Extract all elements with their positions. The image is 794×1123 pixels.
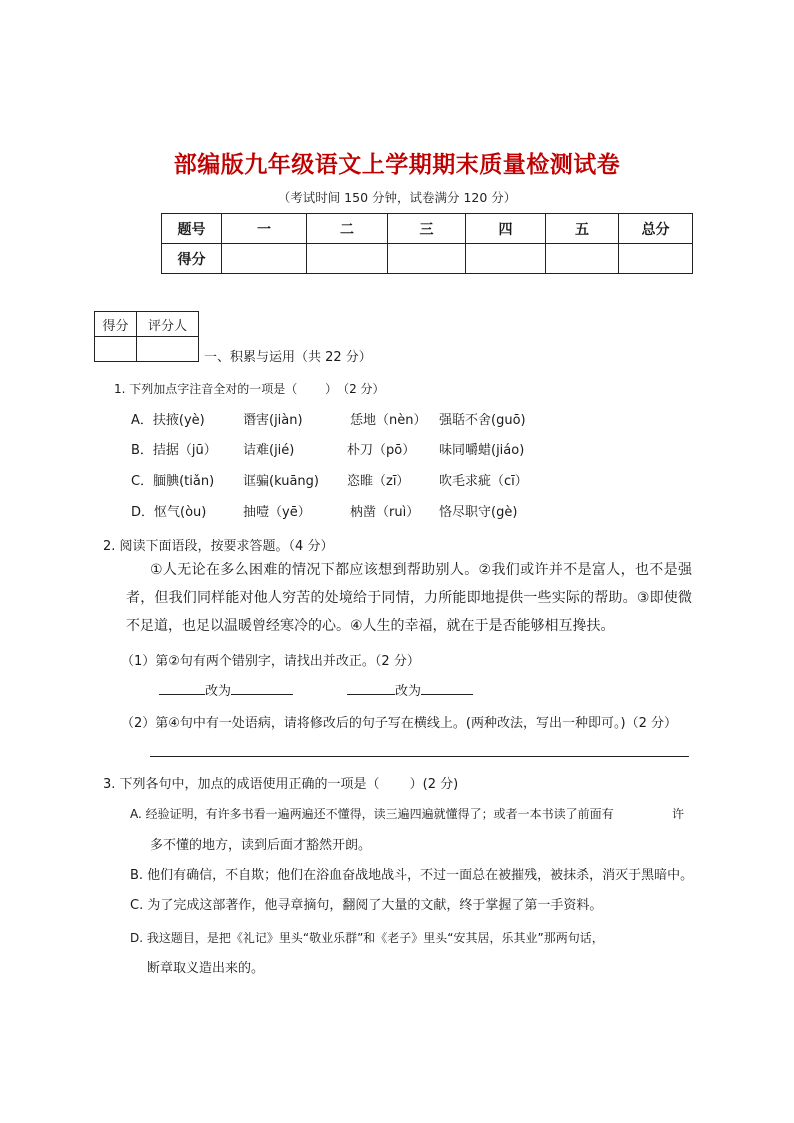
grader-name-label: 评分人	[137, 312, 199, 337]
q3-option-b: B. 他们有确信，不自欺；他们在浴血奋战地战斗，不过一面总在被摧残，被抹杀，消灭于黑暗中。	[130, 868, 694, 883]
q1-option-b: B．拮据（jū）	[131, 443, 217, 458]
q1-option-item: 恪尽职守(gè)	[439, 505, 518, 520]
q1-option-item: 强聒不舍(guō)	[439, 413, 526, 428]
q1-option-item: 朴刀（pō）	[347, 443, 416, 458]
q1-option-item: 谮害(jiàn)	[243, 413, 303, 428]
grader-table	[94, 311, 199, 362]
score-cell[interactable]	[222, 244, 307, 274]
page-title: 部编版九年级语文上学期期末质量检测试卷	[173, 151, 621, 178]
q1-option-item: 恣睢（zī）	[347, 474, 410, 489]
q3-option-c: C. 为了完成这部著作，他寻章摘句，翻阅了大量的文献，终于掌握了第一手资料。	[130, 898, 603, 913]
score-table-header: 二	[307, 214, 388, 244]
score-table-header: 五	[546, 214, 619, 244]
answer-blank[interactable]	[347, 680, 395, 695]
score-table-header: 三	[388, 214, 466, 244]
q1-option-a: A．扶掖(yè)	[131, 413, 205, 428]
q1-option-item: 吹毛求疵（cī）	[439, 474, 528, 489]
q1-option-item: 抽噎（yē）	[243, 505, 311, 520]
change-to-label: 改为	[395, 684, 422, 699]
change-to-label: 改为	[205, 684, 232, 699]
section-heading: 一、积累与运用（共 22 分）	[204, 350, 372, 365]
q3-option-d-cont: 断章取义造出来的。	[147, 961, 265, 976]
score-cell[interactable]	[546, 244, 619, 274]
score-table-header: 总分	[619, 214, 693, 244]
score-table-score-row	[162, 244, 693, 274]
q1-option-d: D．怄气(òu)	[131, 505, 207, 520]
q1-option-item: 味同嚼蜡(jiáo)	[439, 443, 525, 458]
score-table	[161, 213, 693, 274]
q1-option-c: C．腼腆(tiǎn)	[131, 474, 215, 489]
q2-answer-row-2	[347, 680, 473, 699]
q3-option-a-tail: 许	[672, 807, 685, 821]
q1-option-item: 枘凿（ruì）	[350, 505, 420, 520]
q1-option-item: 诓骗(kuāng)	[243, 474, 319, 489]
grader-score-cell[interactable]	[95, 337, 137, 362]
q3-option-a-cont: 多不懂的地方，读到后面才豁然开朗。	[150, 838, 372, 853]
grader-score-label: 得分	[95, 312, 137, 337]
score-cell[interactable]	[466, 244, 546, 274]
score-row-label: 得分	[162, 244, 222, 274]
q3-option-d: D. 我这题目，是把《礼记》里头“敬业乐群”和《老子》里头“安其居，乐其业”那两句话，	[130, 931, 604, 945]
answer-blank[interactable]	[231, 680, 293, 695]
score-table-header-row	[162, 214, 693, 244]
grader-name-cell[interactable]	[137, 337, 199, 362]
exam-info: （考试时间 150 分钟，试卷满分 120 分）	[277, 190, 517, 205]
answer-blank[interactable]	[421, 680, 473, 695]
q1-option-item: 恁地（nèn）	[350, 413, 427, 428]
score-table-header: 一	[222, 214, 307, 244]
q1-stem: 1. 下列加点字注音全对的一项是（ ） （2 分）	[114, 382, 385, 396]
score-table-header: 四	[466, 214, 546, 244]
q1-option-item: 诘难(jié)	[243, 443, 295, 458]
q2-answer-row-1	[159, 680, 293, 699]
answer-line[interactable]	[150, 756, 689, 757]
q2-passage: ①人无论在多么困难的情况下都应该想到帮助别人。②我们或许并不是富人，也不是强者，但我们同样能对他人穷苦的处境给于同情，力所能即地提供一些实际的帮助。③即使微不足道，也足以温暖曾经寒冷的心。④人生的幸福，就在于是否能够相互搀扶。	[126, 562, 692, 634]
q2-sub2: （2）第④句中有一处语病，请将修改后的句子写在横线上。(两种改法，写出一种即可。)（2 分）	[121, 716, 677, 731]
score-cell[interactable]	[388, 244, 466, 274]
score-cell[interactable]	[307, 244, 388, 274]
q2-sub1: （1）第②句有两个错别字，请找出并改正。（2 分）	[121, 654, 420, 669]
q2-stem: 2. 阅读下面语段，按要求答题。（4 分）	[103, 539, 334, 554]
q3-option-a: A. 经验证明，有许多书看一遍两遍还不懂得，读三遍四遍就懂得了；或者一本书读了前面有	[130, 807, 614, 821]
answer-blank[interactable]	[159, 680, 205, 695]
q3-stem: 3. 下列各句中，加点的成语使用正确的一项是（ ）(2 分)	[103, 777, 459, 792]
score-cell[interactable]	[619, 244, 693, 274]
score-table-header: 题号	[162, 214, 222, 244]
